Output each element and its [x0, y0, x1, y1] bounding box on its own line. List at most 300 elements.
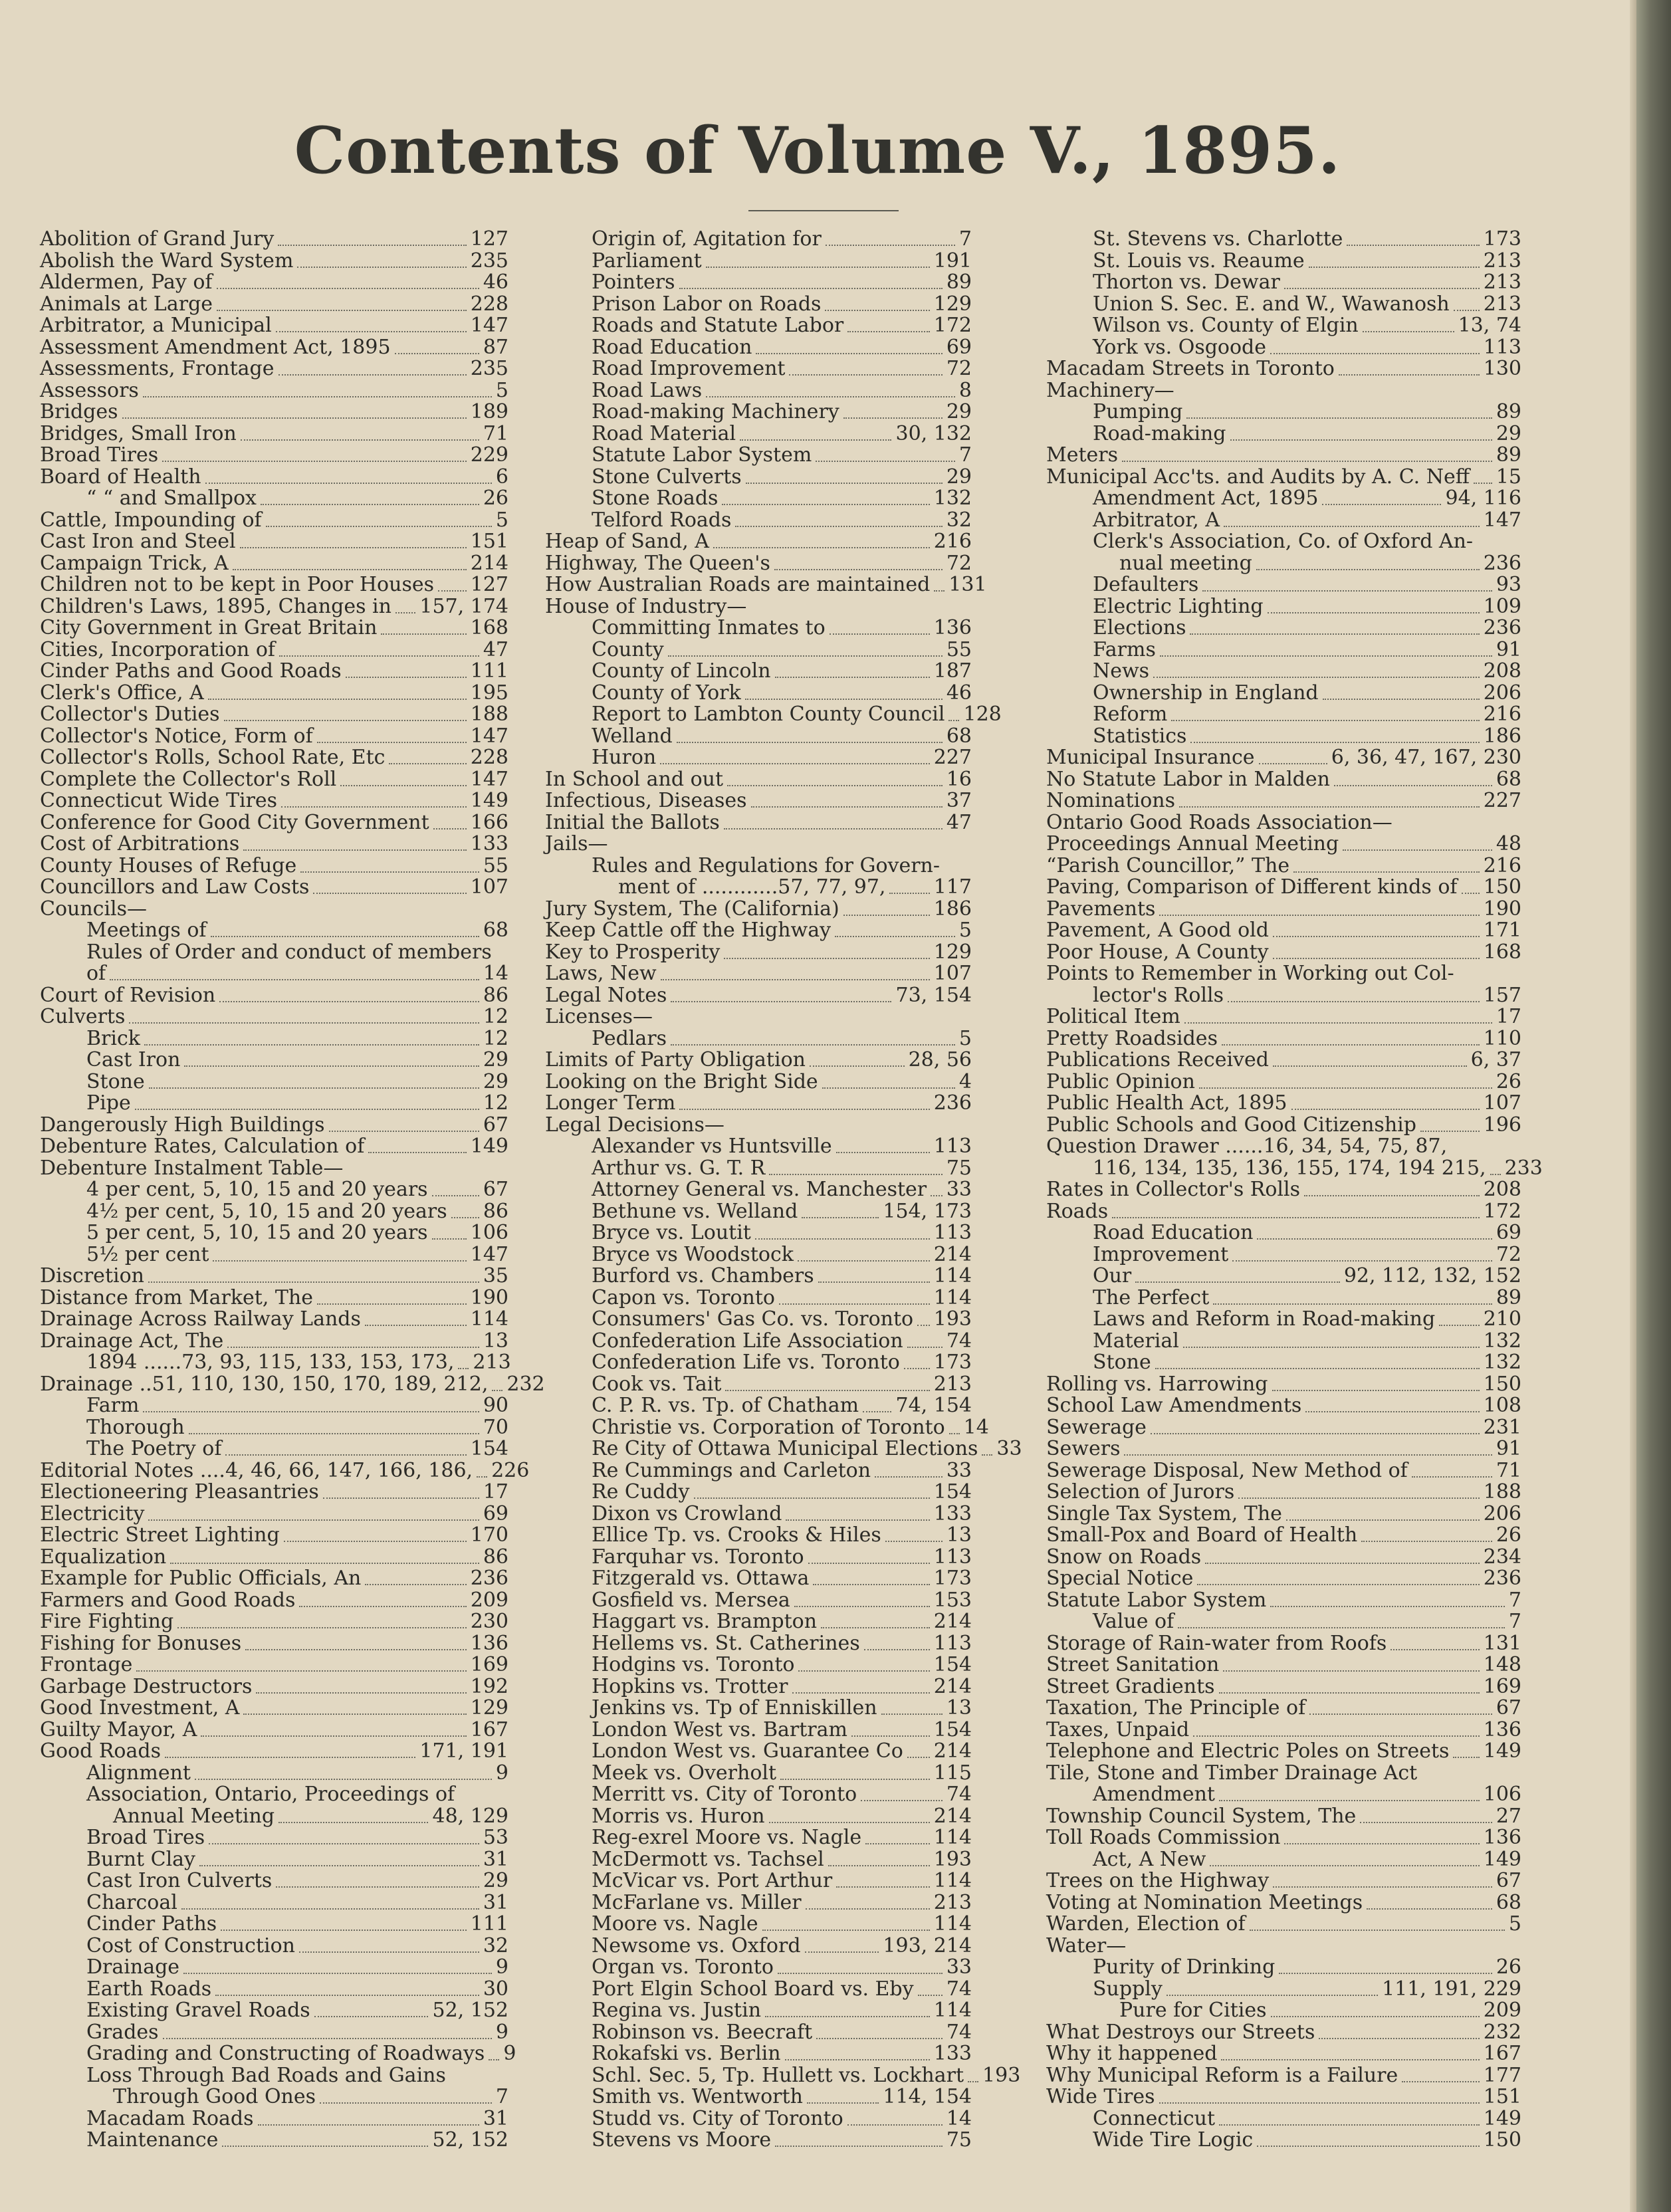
- entry-page-number: 86: [483, 983, 508, 1007]
- entry-topic: Amendment Act, 1895: [1093, 487, 1319, 510]
- dot-leader: [217, 298, 467, 311]
- index-entry: [40, 1372, 545, 1396]
- index-entry: [1046, 1395, 1521, 1417]
- index-entry: [545, 703, 1002, 726]
- index-entry: [545, 1806, 972, 1828]
- index-entry: [40, 1827, 508, 1849]
- dot-leader: [706, 255, 930, 268]
- dot-leader: [395, 341, 479, 354]
- dot-leader: [368, 1140, 466, 1153]
- dot-leader: [1322, 492, 1441, 505]
- entry-page-number: 14: [946, 2106, 972, 2130]
- dot-leader: [1222, 1032, 1480, 1046]
- entry-topic: Taxation, The Principle of: [1046, 1696, 1306, 1719]
- index-entry: [40, 596, 508, 618]
- index-entry: [1046, 553, 1521, 575]
- entry-topic: Cost of Construction: [86, 1934, 295, 1957]
- dot-leader: [1420, 1119, 1480, 1132]
- entry-page-number: 147: [470, 724, 508, 748]
- dot-leader: [1304, 1183, 1480, 1196]
- index-entry: [1046, 1611, 1521, 1633]
- entry-topic: 4 per cent, 5, 10, 15 and 20 years: [86, 1178, 428, 1201]
- index-entry: [1046, 488, 1521, 510]
- index-entry: [545, 1437, 1022, 1460]
- dot-leader: [276, 1874, 479, 1888]
- index-entry: [40, 985, 508, 1007]
- entry-topic: Schl. Sec. 5, Tp. Hullett vs. Lockhart: [592, 2063, 964, 2087]
- entry-page-number: 89: [1496, 1285, 1521, 1309]
- dot-leader: [143, 384, 492, 397]
- index-entry: [545, 467, 972, 489]
- entry-page-number: 147: [470, 1242, 508, 1266]
- entry-page-number: 9: [495, 2020, 508, 2044]
- dot-leader: [1402, 2069, 1479, 2082]
- index-entry: [40, 790, 508, 812]
- entry-topic: Organ vs. Toronto: [592, 1955, 774, 1979]
- entry-topic: Cost of Arbitrations: [40, 832, 240, 855]
- entry-topic: ment of ............57, 77, 97,: [618, 875, 886, 899]
- dot-leader: [240, 535, 467, 548]
- dot-leader: [1319, 2026, 1479, 2039]
- entry-page-number: 5: [1508, 1912, 1521, 1936]
- index-entry: [545, 833, 972, 855]
- index-entry: [40, 1611, 508, 1633]
- index-entry: [40, 1458, 530, 1482]
- entry-page-number: 133: [933, 1501, 972, 1525]
- entry-topic: York vs. Osgoode: [1093, 335, 1267, 359]
- entry-page-number: 108: [1483, 1394, 1521, 1417]
- entry-topic: Burford vs. Chambers: [592, 1264, 814, 1287]
- dot-leader: [329, 1119, 479, 1132]
- index-entry: [545, 1201, 972, 1223]
- entry-page-number: 109: [1483, 594, 1521, 618]
- dot-leader: [724, 816, 943, 830]
- index-entry: [40, 1698, 508, 1719]
- entry-page-number: 69: [946, 335, 972, 359]
- entry-page-number: 129: [933, 940, 972, 964]
- dot-leader: [789, 362, 942, 376]
- dot-leader: [243, 1702, 466, 1715]
- entry-page-number: 29: [483, 1869, 508, 1892]
- dot-leader: [765, 2004, 930, 2017]
- index-entry: [40, 531, 508, 553]
- entry-topic: Union S. Sec. E. and W., Wawanosh: [1093, 292, 1450, 316]
- entry-topic: Small-Pox and Board of Health: [1046, 1523, 1358, 1547]
- index-entry: [1046, 1222, 1521, 1244]
- dot-leader: [215, 1983, 479, 1996]
- entry-topic: County of York: [592, 681, 741, 705]
- index-entry: [40, 1006, 508, 1028]
- dot-leader: [261, 492, 479, 505]
- dot-leader: [889, 881, 929, 894]
- dot-leader: [1412, 1464, 1492, 1478]
- entry-topic: Public Opinion: [1046, 1069, 1195, 1093]
- dot-leader: [438, 578, 467, 592]
- entry-topic: Fitzgerald vs. Ottawa: [592, 1567, 810, 1590]
- entry-topic: Assessments, Frontage: [40, 357, 275, 380]
- index-entry: [545, 2000, 972, 2022]
- index-entry: [1046, 899, 1521, 921]
- entry-page-number: 89: [1496, 400, 1521, 423]
- index-entry: [40, 272, 508, 294]
- entry-page-number: 114: [933, 1826, 972, 1849]
- entry-topic: Hodgins vs. Toronto: [592, 1653, 795, 1676]
- index-entry: [545, 1827, 972, 1849]
- index-entry: [545, 380, 972, 402]
- index-entry: [40, 251, 508, 273]
- entry-topic: Collector's Rolls, School Rate, Etc: [40, 746, 386, 769]
- entry-page-number: 186: [1483, 724, 1521, 748]
- index-entry: [40, 1050, 508, 1071]
- dot-leader: [1223, 1658, 1479, 1672]
- index-entry: [1046, 1936, 1521, 1957]
- entry-page-number: 52, 152: [432, 1999, 508, 2022]
- entry-page-number: 55: [946, 637, 972, 661]
- index-entry: [545, 1050, 972, 1071]
- entry-topic: Arthur vs. G. T. R: [592, 1156, 766, 1180]
- index-entry: [545, 617, 972, 639]
- entry-topic: Publications Received: [1046, 1048, 1269, 1071]
- index-entry: [1046, 1525, 1521, 1547]
- index-entry: [545, 877, 972, 899]
- dot-leader: [679, 276, 943, 289]
- index-entry: [1046, 942, 1521, 964]
- index-entry: [40, 639, 508, 661]
- entry-topic: Legal Notes: [545, 983, 667, 1007]
- page-edge: [1630, 0, 1636, 2212]
- index-entry: [545, 337, 972, 359]
- dot-leader: [881, 1702, 943, 1715]
- dot-leader: [1257, 1226, 1492, 1240]
- entry-page-number: 31: [483, 2106, 508, 2130]
- dot-leader: [706, 384, 955, 397]
- entry-page-number: 169: [1483, 1674, 1521, 1698]
- dot-leader: [1153, 665, 1480, 678]
- entry-page-number: 131: [1483, 1631, 1521, 1655]
- dot-leader: [297, 255, 466, 268]
- entry-topic: Poor House, A County: [1046, 940, 1269, 964]
- entry-page-number: 113: [1483, 335, 1521, 359]
- index-entry: [545, 747, 972, 769]
- entry-topic: House of Industry—: [545, 594, 747, 618]
- entry-topic: Jenkins vs. Tp of Enniskillen: [592, 1696, 877, 1719]
- entry-topic: Frontage: [40, 1653, 133, 1676]
- entry-page-number: 28, 56: [908, 1048, 972, 1071]
- entry-page-number: 71: [1496, 1458, 1521, 1482]
- index-entry: [40, 747, 508, 769]
- entry-page-number: 30: [483, 1977, 508, 2001]
- index-entry: [40, 1892, 508, 1914]
- dot-leader: [816, 2026, 943, 2039]
- dot-leader: [794, 1594, 930, 1607]
- dot-leader: [136, 1658, 466, 1672]
- entry-topic: Highway, The Queen's: [545, 551, 770, 575]
- entry-topic: In School and out: [545, 767, 724, 791]
- entry-topic: Garbage Destructors: [40, 1674, 253, 1698]
- dot-leader: [1309, 255, 1480, 268]
- dot-leader: [1273, 1874, 1492, 1888]
- dot-leader: [1224, 514, 1480, 527]
- entry-page-number: 26: [483, 487, 508, 510]
- index-entry: [40, 812, 508, 834]
- dot-leader: [1391, 1637, 1479, 1650]
- index-entry: [40, 1784, 508, 1806]
- index-entry: [1046, 337, 1521, 359]
- entry-topic: Snow on Roads: [1046, 1545, 1202, 1569]
- entry-topic: Discretion: [40, 1264, 144, 1287]
- entry-topic: Supply: [1093, 1977, 1163, 2001]
- entry-page-number: 7: [495, 2085, 508, 2108]
- dot-leader: [299, 1939, 479, 1953]
- dot-leader: [314, 2004, 429, 2017]
- index-entry: [1046, 790, 1521, 812]
- entry-topic: How Australian Roads are maintained: [545, 573, 931, 596]
- entry-page-number: 151: [470, 530, 508, 553]
- entry-topic: Municipal Insurance: [1046, 746, 1255, 769]
- dot-leader: [241, 427, 479, 441]
- index-entry: [545, 1028, 972, 1050]
- dot-leader: [1210, 1853, 1479, 1866]
- dot-leader: [813, 1572, 929, 1585]
- entry-topic: Material: [1093, 1329, 1179, 1353]
- entry-topic: Defaulters: [1093, 573, 1199, 596]
- entry-page-number: 166: [470, 810, 508, 834]
- dot-leader: [778, 1961, 943, 1974]
- dot-leader: [775, 2134, 943, 2147]
- dot-leader: [451, 1205, 479, 1218]
- index-entry: [1046, 1115, 1521, 1137]
- entry-page-number: 67: [483, 1113, 508, 1137]
- entry-page-number: 150: [1483, 1372, 1521, 1396]
- index-entry: [545, 1179, 972, 1201]
- dot-leader: [917, 1313, 930, 1326]
- dot-leader: [278, 233, 466, 246]
- entry-page-number: 213: [1483, 292, 1521, 316]
- dot-leader: [1250, 1918, 1505, 1931]
- dot-leader: [1273, 924, 1480, 937]
- index-entry: [1046, 423, 1521, 445]
- entry-page-number: 72: [1496, 1242, 1521, 1266]
- entry-page-number: 26: [1496, 1955, 1521, 1979]
- index-entry: [545, 1568, 972, 1590]
- entry-page-number: 68: [1496, 767, 1521, 791]
- dot-leader: [1190, 621, 1479, 635]
- dot-leader: [1122, 449, 1492, 462]
- index-entry: [1046, 467, 1521, 489]
- index-entry: [545, 2108, 972, 2130]
- index-entry: [1046, 401, 1521, 423]
- entry-page-number: 13, 74: [1458, 314, 1521, 337]
- entry-page-number: 154: [470, 1437, 508, 1460]
- entry-topic: Drainage ..51, 110, 130, 150, 170, 189, 212,: [40, 1372, 489, 1396]
- dot-leader: [1270, 1594, 1505, 1607]
- entry-page-number: 149: [1483, 1739, 1521, 1763]
- entry-page-number: 7: [1508, 1588, 1521, 1612]
- entry-topic: Alexander vs Huntsville: [592, 1135, 832, 1158]
- entry-topic: No Statute Labor in Malden: [1046, 767, 1330, 791]
- entry-page-number: 213: [1483, 271, 1521, 294]
- index-entry: [1046, 747, 1521, 769]
- dot-leader: [227, 1335, 479, 1348]
- entry-topic: Paving, Comparison of Different kinds of: [1046, 875, 1458, 899]
- entry-topic: St. Stevens vs. Charlotte: [1093, 227, 1343, 251]
- entry-topic: Good Investment, A: [40, 1696, 240, 1719]
- entry-page-number: 114: [933, 1285, 972, 1309]
- index-entry: [40, 1806, 508, 1828]
- entry-page-number: 236: [933, 1091, 972, 1115]
- entry-topic: Origin of, Agitation for: [592, 227, 822, 251]
- index-entry: [545, 596, 972, 618]
- dot-leader: [477, 1464, 487, 1478]
- dot-leader: [798, 1658, 929, 1672]
- entry-page-number: 110: [1483, 1026, 1521, 1050]
- entry-page-number: 173: [933, 1567, 972, 1590]
- entry-topic: Merritt vs. City of Toronto: [592, 1783, 857, 1806]
- index-entry: [1046, 1503, 1521, 1525]
- index-entry: [545, 1741, 972, 1763]
- entry-topic: The Poetry of: [86, 1437, 222, 1460]
- dot-leader: [300, 859, 479, 873]
- dot-leader: [1305, 1399, 1479, 1412]
- dot-leader: [1273, 946, 1480, 959]
- entry-page-number: 132: [1483, 1329, 1521, 1353]
- entry-page-number: 52, 152: [432, 2128, 508, 2152]
- entry-topic: Stone: [86, 1069, 145, 1093]
- entry-topic: Jails—: [545, 832, 608, 855]
- index-entry: [545, 1115, 972, 1137]
- index-entry: [40, 488, 508, 510]
- entry-page-number: 193: [982, 2063, 1021, 2087]
- index-entry: [1046, 294, 1521, 316]
- index-entry: [545, 1936, 972, 1957]
- index-column-2: [545, 227, 1022, 2152]
- entry-topic: Macadam Roads: [86, 2106, 254, 2130]
- entry-topic: Rolling vs. Harrowing: [1046, 1372, 1268, 1396]
- entry-topic: Morris vs. Huron: [592, 1804, 765, 1828]
- index-entry: [545, 639, 972, 661]
- dot-leader: [205, 471, 492, 484]
- entry-topic: Meek vs. Overholt: [592, 1761, 777, 1785]
- entry-page-number: 114: [933, 1912, 972, 1936]
- index-entry: [1046, 683, 1521, 705]
- entry-page-number: 37: [946, 789, 972, 812]
- entry-page-number: 148: [1483, 1653, 1521, 1676]
- index-entry: [545, 769, 972, 791]
- entry-topic: Electioneering Pleasantries: [40, 1480, 319, 1503]
- entry-page-number: 190: [470, 1285, 508, 1309]
- index-entry: [40, 877, 508, 899]
- index-entry: [1046, 2043, 1521, 2065]
- entry-topic: Telephone and Electric Poles on Streets: [1046, 1739, 1450, 1763]
- index-entry: [1046, 1460, 1521, 1482]
- dot-leader: [713, 535, 930, 548]
- dot-leader: [735, 514, 942, 527]
- entry-page-number: 236: [1483, 1567, 1521, 1590]
- index-entry: [40, 1266, 508, 1287]
- entry-page-number: 129: [933, 292, 972, 316]
- dot-leader: [213, 1248, 466, 1262]
- entry-topic: Confederation Life Association: [592, 1329, 903, 1353]
- entry-page-number: 114: [933, 1999, 972, 2022]
- index-entry: [545, 1266, 972, 1287]
- entry-topic: Electricity: [40, 1501, 145, 1525]
- index-entry: [40, 963, 508, 985]
- dot-leader: [1272, 1378, 1480, 1391]
- entry-topic: McFarlane vs. Miller: [592, 1890, 802, 1914]
- index-entry: [545, 2063, 1021, 2087]
- dot-leader: [1343, 837, 1492, 851]
- entry-page-number: 114: [933, 1869, 972, 1892]
- index-entry: [40, 553, 508, 575]
- entry-topic: Cinder Paths: [86, 1912, 217, 1936]
- entry-topic: Wide Tires: [1046, 2085, 1155, 2108]
- dot-leader: [1339, 362, 1480, 376]
- dot-leader: [756, 341, 942, 354]
- dot-leader: [1286, 1507, 1480, 1521]
- entry-topic: Road Improvement: [592, 357, 786, 380]
- entry-page-number: 107: [1483, 1091, 1521, 1115]
- entry-topic: Cinder Paths and Good Roads: [40, 659, 342, 683]
- index-entry: [545, 272, 972, 294]
- entry-page-number: 67: [483, 1178, 508, 1201]
- index-entry: [40, 510, 508, 532]
- index-entry: [40, 294, 508, 316]
- index-entry: [40, 1719, 508, 1741]
- entry-page-number: 233: [1504, 1156, 1543, 1180]
- dot-leader: [1190, 730, 1479, 743]
- index-entry: [545, 1957, 972, 1979]
- entry-topic: Selection of Jurors: [1046, 1480, 1235, 1503]
- dot-leader: [365, 1313, 467, 1326]
- entry-topic: Gosfield vs. Mersea: [592, 1588, 790, 1612]
- dot-leader: [1183, 1335, 1480, 1348]
- index-entry: [40, 1179, 508, 1201]
- entry-page-number: 226: [491, 1458, 530, 1482]
- index-entry: [545, 1395, 972, 1417]
- entry-topic: Grading and Constructing of Roadways: [86, 2042, 485, 2065]
- entry-page-number: 154: [933, 1653, 972, 1676]
- index-entry: [545, 2022, 972, 2044]
- index-column-1: [40, 227, 545, 2152]
- entry-topic: Pipe: [86, 1091, 131, 1115]
- entry-page-number: 31: [483, 1847, 508, 1871]
- dot-leader: [148, 1270, 479, 1283]
- entry-topic: Drainage Across Railway Lands: [40, 1307, 361, 1331]
- entry-page-number: 214: [933, 1242, 972, 1266]
- entry-topic: Farm: [86, 1394, 140, 1417]
- dot-leader: [1334, 773, 1492, 786]
- entry-topic: Editorial Notes ....4, 46, 66, 147, 166, 186,: [40, 1458, 473, 1482]
- index-entry: [40, 2065, 508, 2087]
- index-entry: [545, 445, 972, 467]
- entry-page-number: 213: [473, 1351, 511, 1374]
- dot-leader: [836, 1140, 930, 1153]
- dot-leader: [810, 1053, 905, 1067]
- entry-topic: Rates in Collector's Rolls: [1046, 1178, 1300, 1201]
- entry-topic: Huron: [592, 746, 657, 769]
- entry-page-number: 213: [1483, 249, 1521, 273]
- entry-page-number: 195: [470, 681, 508, 705]
- entry-topic: Report to Lambton County Council: [592, 703, 945, 726]
- dot-leader: [671, 989, 891, 1002]
- entry-topic: Pointers: [592, 271, 675, 294]
- entry-topic: Telford Roads: [592, 508, 732, 532]
- index-entry: [40, 1979, 508, 2001]
- index-entry: [1046, 1957, 1521, 1979]
- entry-topic: Pedlars: [592, 1026, 667, 1050]
- index-entry: [40, 2108, 508, 2130]
- dot-leader: [323, 1486, 479, 1499]
